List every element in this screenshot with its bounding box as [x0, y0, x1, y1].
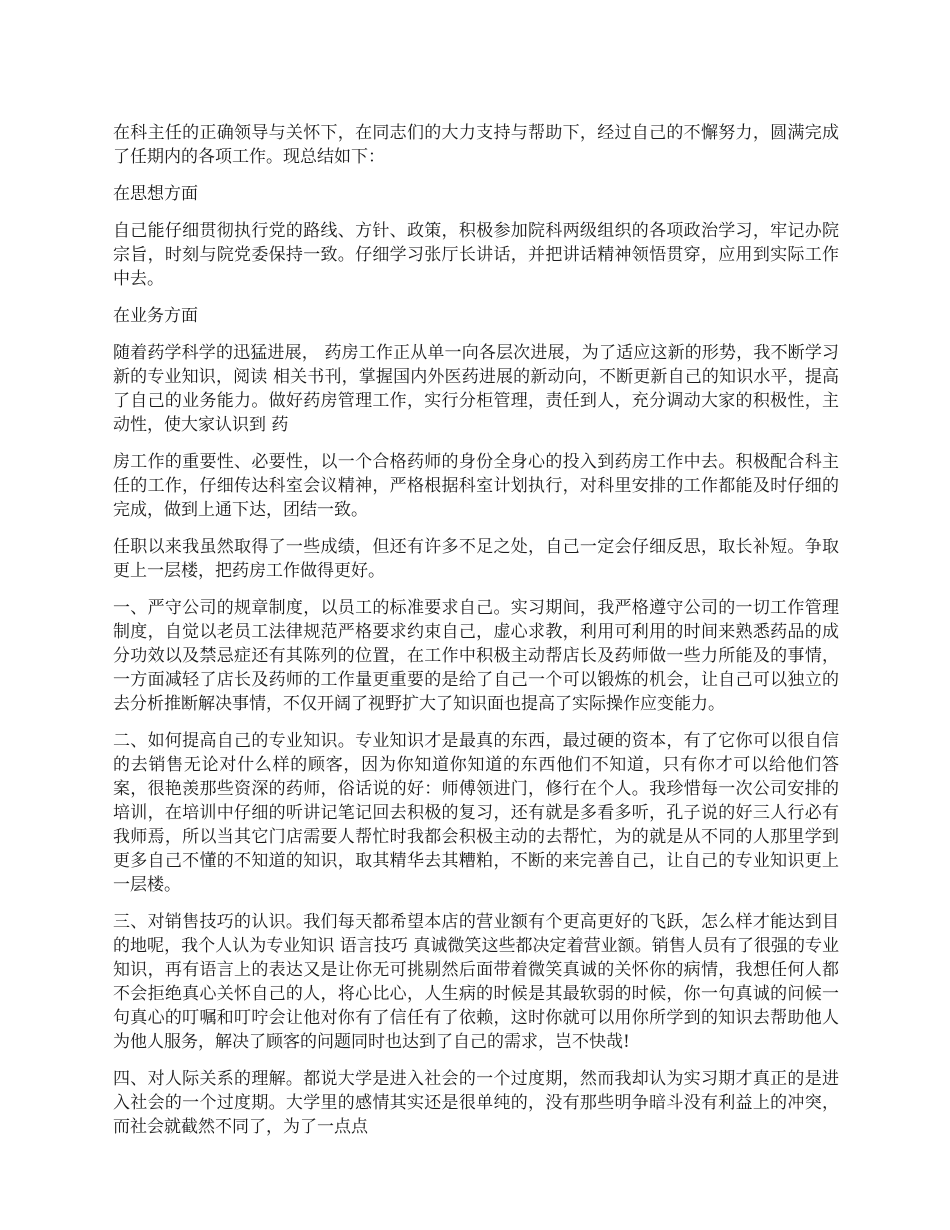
section-heading-business: 在业务方面 [113, 306, 198, 326]
section-heading-ideology: 在思想方面 [113, 184, 198, 204]
point-3-paragraph: 三、对销售技巧的认识。我们每天都希望本店的营业额有个更高更好的飞跃，怎么样才能达到目的地呢，我个人认为专业知识 语言技巧 真诚微笑这些都决定着营业额。销售人员有了很强的专业知识，再有语言上的表达又是让你无可挑剔然后面带着微笑真诚的关怀你的病情，我想任何人都不会拒绝真心关怀自己的人，将心比心，人生病的时候是其最软弱的时候，你一句真诚的问候一句真心的叮嘱和叮咛会让他对你有了信任有了依赖，这时你就可以用你所学到的知识去帮助他人为他人服务，解决了顾客的问题同时也达到了自己的需求，岂不快哉! [113, 912, 839, 1052]
business-paragraph-1: 随着药学科学的迅猛进展， 药房工作正从单一向各层次进展，为了适应这新的形势，我不断学习新的专业知识，阅读 相关书刊，掌握国内外医药进展的新动向，不断更新自己的知识水平，提高了自己的业务能力。做好药房管理工作，实行分柜管理，责任到人，充分调动大家的积极性，主动性，使大家认识到 药 [113, 343, 839, 435]
point-4-paragraph: 四、对人际关系的理解。都说大学是进入社会的一个过度期，然而我却认为实习期才真正的是进入社会的一个过度期。大学里的感情其实还是很单纯的，没有那些明争暗斗没有利益上的冲突，而社会就截然不同了，为了一点点 [113, 1069, 839, 1137]
business-paragraph-2: 房工作的重要性、必要性，以一个合格药师的身份全身心的投入到药房工作中去。积极配合科主任的工作，仔细传达科室会议精神，严格根据科室计划执行，对科里安排的工作都能及时仔细的完成，做到上通下达，团结一致。 [113, 452, 839, 520]
point-1-paragraph: 一、严守公司的规章制度，以员工的标准要求自己。实习期间，我严格遵守公司的一切工作管理制度，自觉以老员工法律规范严格要求约束自己，虚心求教，利用可利用的时间来熟悉药品的成分功效以及禁忌症还有其陈列的位置，在工作中积极主动帮店长及药师做一些力所能及的事情，一方面减轻了店长及药师的工作量更重要的是给了自己一个可以锻炼的机会，让自己可以独立的去分析推断解决事情，不仅开阔了视野扩大了知识面也提高了实际操作应变能力。 [113, 598, 839, 714]
point-2-paragraph: 二、如何提高自己的专业知识。专业知识才是最真的东西，最过硬的资本，有了它你可以很自信的去销售无论对什么样的顾客，因为你知道你知道的东西他们不知道，只有你才可以给他们答案，很艳羡那些资深的药师，俗话说的好：师傅领进门，修行在个人。我珍惜每一次公司安排的培训，在培训中仔细的听讲记笔记回去积极的复习，还有就是多看多听，孔子说的好三人行必有我师焉，所以当其它门店需要人帮忙时我都会积极主动的去帮忙，为的就是从不同的人那里学到更多自己不懂的不知道的知识，取其精华去其糟粕，不断的来完善自己，让自己的专业知识更上一层楼。 [113, 731, 839, 895]
ideology-paragraph: 自己能仔细贯彻执行党的路线、方针、政策，积极参加院科两级组织的各项政治学习，牢记办院宗旨，时刻与院党委保持一致。仔细学习张厅长讲话，并把讲话精神领悟贯穿，应用到实际工作中去。 [113, 221, 839, 289]
summary-paragraph: 任职以来我虽然取得了一些成绩，但还有许多不足之处，自己一定会仔细反思，取长补短。争取更上一层楼，把药房工作做得更好。 [113, 537, 839, 581]
document-page [113, 121, 839, 1152]
intro-paragraph: 在科主任的正确领导与关怀下，在同志们的大力支持与帮助下，经过自己的不懈努力，圆满完成了任期内的各项工作。现总结如下： [113, 123, 839, 167]
